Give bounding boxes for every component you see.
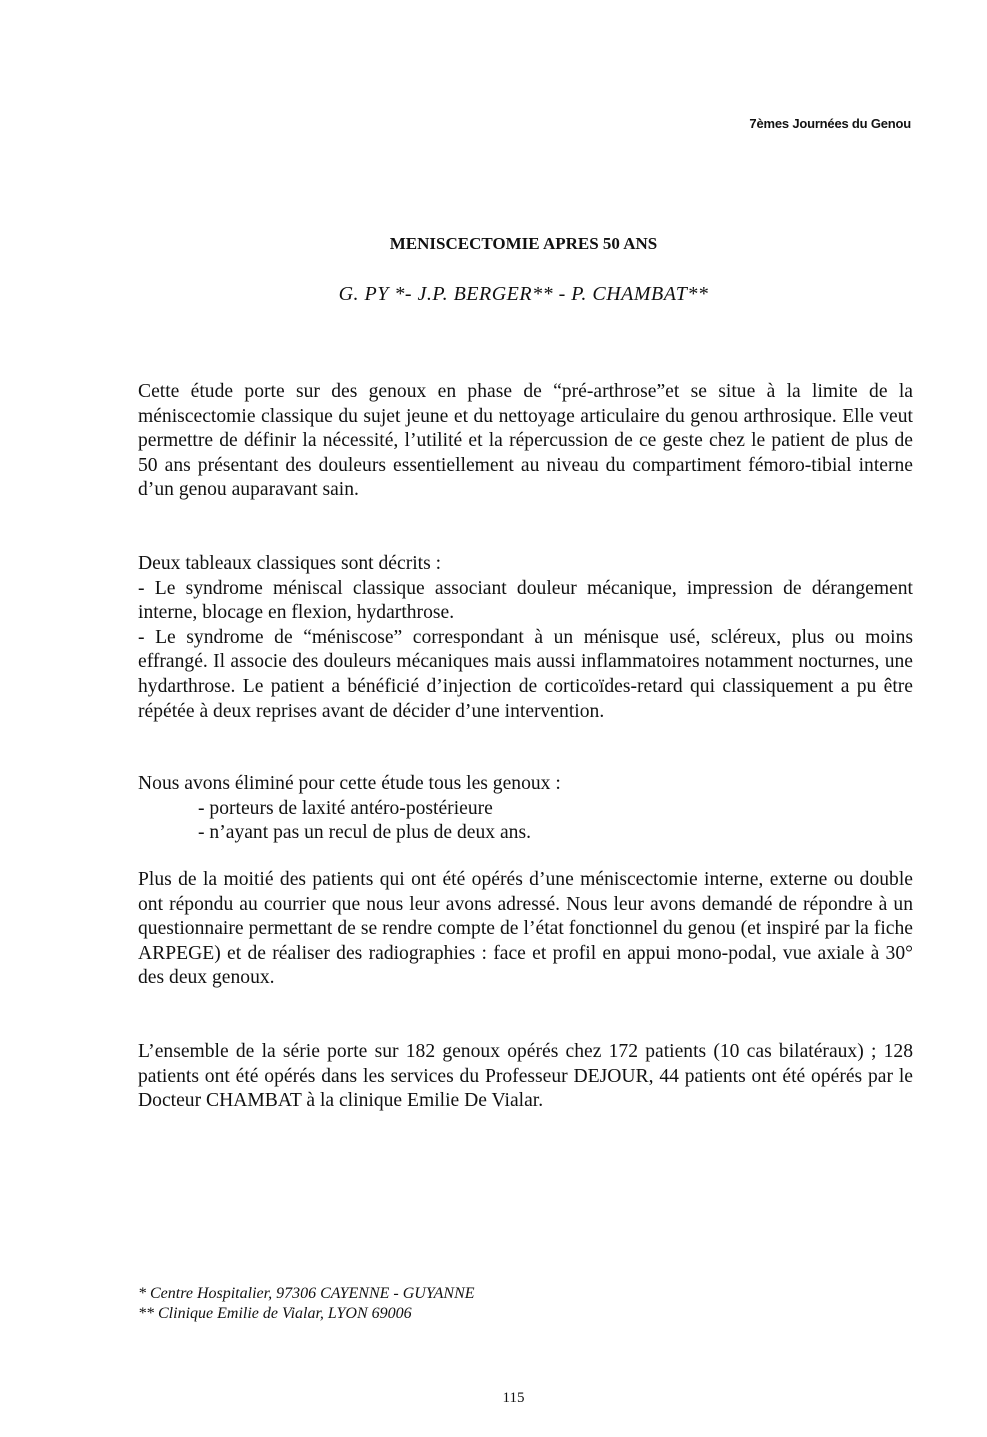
article-title: MENISCECTOMIE APRES 50 ANS [389,234,658,253]
footnote-1: * Centre Hospitalier, 97306 CAYENNE - GUYANNE [138,1285,475,1302]
exclusion-intro: Nous avons éliminé pour cette étude tous les genoux : [138,773,561,794]
exclusion-item-1: - porteurs de laxité antéro-postérieure [198,797,493,819]
exclusion-item-2: - n’ayant pas un recul de plus de deux ans. [198,822,531,844]
article-authors: G. PY *- J.P. BERGER** - P. CHAMBAT** [338,283,709,305]
paragraph-intro: Cette étude porte sur des genoux en phase de “pré-arthrose”et se situe à la limite de la méniscectomie classique du sujet jeune et du nettoyage articulaire du genou arthrosique. Elle veut permettre de définir la nécessité, l’utilité et la répercussion de ce geste chez le patient de plus de 50 ans présentant des douleurs essentiellement au niveau du compartiment fémoro-tibial interne d’un genou auparavant sain. [138,381,913,501]
paragraph-exclusion [138,772,913,846]
tableau-item-1: - Le syndrome méniscal classique associant douleur mécanique, impression de dérangement interne, blocage en flexion, hydarthrose. [138,577,913,624]
tableau-item-2: - Le syndrome de “méniscose” correspondant à un ménisque usé, scléreux, plus ou moins effrangé. Il associe des douleurs mécaniques mais aussi inflammatoires notamment nocturnes, une hydarthrose. Le patient a bénéficié d’injection de corticoïdes-retard qui classiquement a pu être répétée à deux reprises avant de décider d’une intervention. [138,626,913,722]
running-header: 7èmes Journées du Genou [749,116,911,131]
paragraph-methods: Plus de la moitié des patients qui ont été opérés d’une méniscectomie interne, externe ou double ont répondu au courrier que nous leur avons adressé. Nous leur avons demandé de répondre à un questionnaire permettant de se rendre compte de l’état fonctionnel du genou (et inspiré par la fiche ARPEGE) et de réaliser des radiographies : face et profil en appui mono-podal, vue axiale à 30° des deux genoux. [138,869,913,989]
footnotes [138,1284,475,1324]
footnote-2: ** Clinique Emilie de Vialar, LYON 69006 [138,1305,412,1322]
tableaux-intro: Deux tableaux classiques sont décrits : [138,553,442,574]
paragraph-series: L’ensemble de la série porte sur 182 genoux opérés chez 172 patients (10 cas bilatéraux) ; 128 patients ont été opérés dans les services du Professeur DEJOUR, 44 patients ont été opérés par le Docteur CHAMBAT à la clinique Emilie De Vialar. [138,1041,913,1112]
paragraph-tableaux [138,552,913,724]
page-number: 115 [502,1390,525,1406]
